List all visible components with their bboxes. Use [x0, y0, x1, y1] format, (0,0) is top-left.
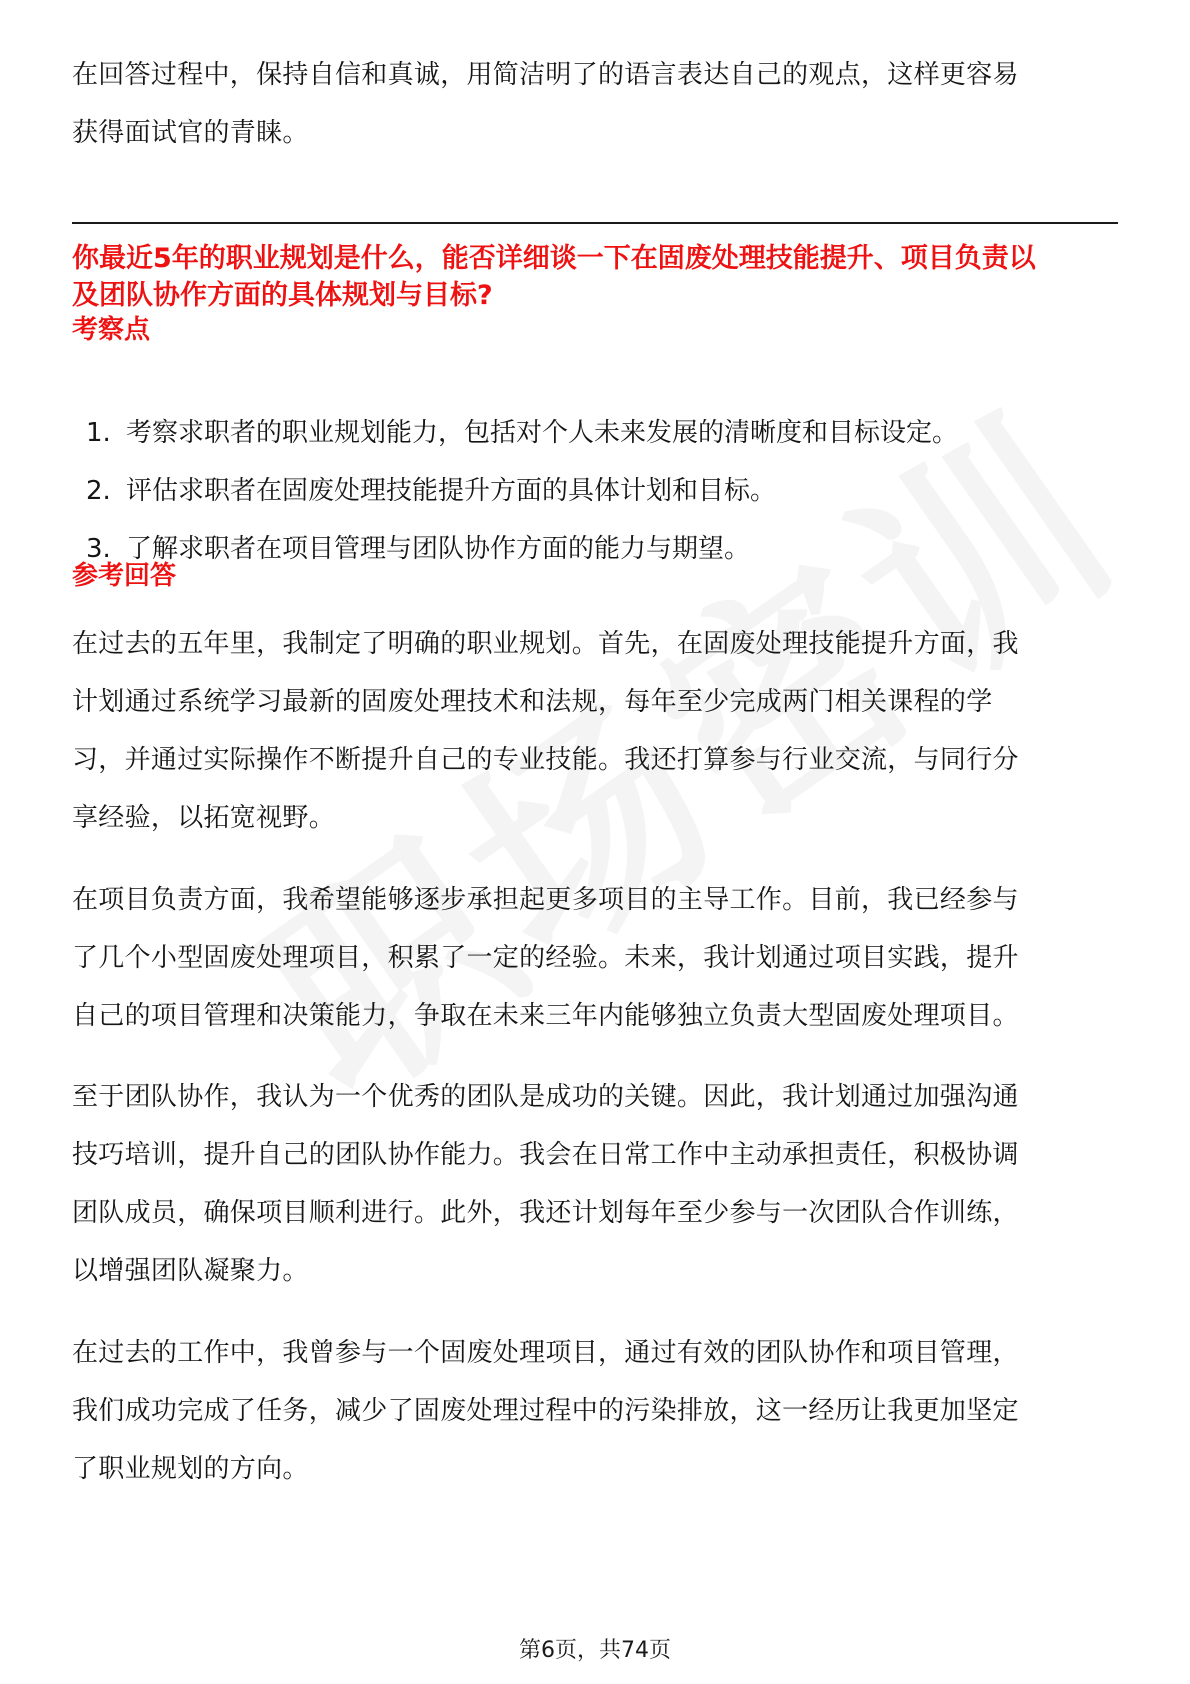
paragraph-line: 习，并通过实际操作不断提升自己的专业技能。我还打算参与行业交流，与同行分 [72, 745, 1019, 775]
paragraph-line: 了几个小型固废处理项目，积累了一定的经验。未来，我计划通过项目实践，提升 [72, 943, 1019, 973]
paragraph-line: 以增强团队凝聚力。 [72, 1256, 309, 1286]
answer-paragraph [72, 615, 1118, 847]
intro-paragraph [72, 46, 1118, 162]
paragraph-line: 我们成功完成了任务，减少了固废处理过程中的污染排放，这一经历让我更加坚定 [72, 1396, 1019, 1426]
list-item [72, 404, 1118, 462]
paragraph-line: 在过去的工作中，我曾参与一个固废处理项目，通过有效的团队协作和项目管理， [72, 1338, 1019, 1368]
list-item-text: 考察求职者的职业规划能力，包括对个人未来发展的清晰度和目标设定。 [126, 418, 959, 448]
answer-paragraph [72, 1068, 1118, 1300]
list-item [72, 520, 1118, 578]
paragraph-line: 团队成员，确保项目顺利进行。此外，我还计划每年至少参与一次团队合作训练， [72, 1198, 1019, 1228]
list-item [72, 462, 1118, 520]
intro-line: 获得面试官的青睐。 [72, 118, 309, 148]
list-item-text: 了解求职者在项目管理与团队协作方面的能力与期望。 [126, 534, 751, 564]
paragraph-line: 享经验，以拓宽视野。 [72, 803, 336, 833]
paragraph-line: 自己的项目管理和决策能力，争取在未来三年内能够独立负责大型固废处理项目。 [72, 1001, 1019, 1031]
question-line: 及团队协作方面的具体规划与目标? [72, 280, 493, 311]
question-line: 你最近5年的职业规划是什么，能否详细谈一下在固废处理技能提升、项目负责以 [72, 243, 1036, 274]
section-divider [72, 222, 1118, 224]
list-item-text: 评估求职者在固废处理技能提升方面的具体计划和目标。 [126, 476, 777, 506]
intro-line: 在回答过程中，保持自信和真诚，用简洁明了的语言表达自己的观点，这样更容易 [72, 60, 1019, 90]
list-item-number: 2. [86, 476, 111, 506]
paragraph-line: 计划通过系统学习最新的固废处理技术和法规，每年至少完成两门相关课程的学 [72, 687, 993, 717]
answer-paragraph [72, 871, 1118, 1045]
answer-title: 参考回答 [72, 561, 177, 591]
points-list [72, 404, 1118, 578]
page-number: 第6页，共74页 [519, 1638, 671, 1663]
paragraph-line: 至于团队协作，我认为一个优秀的团队是成功的关键。因此，我计划通过加强沟通 [72, 1082, 1019, 1112]
points-title: 考察点 [72, 315, 151, 345]
answer-paragraph [72, 1324, 1118, 1498]
question-heading [72, 240, 1118, 314]
list-item-number: 3. [86, 534, 111, 564]
list-item-number: 1. [86, 418, 111, 448]
paragraph-line: 了职业规划的方向。 [72, 1454, 309, 1484]
paragraph-line: 在过去的五年里，我制定了明确的职业规划。首先，在固废处理技能提升方面，我 [72, 629, 1019, 659]
paragraph-line: 技巧培训，提升自己的团队协作能力。我会在日常工作中主动承担责任，积极协调 [72, 1140, 1019, 1170]
paragraph-line: 在项目负责方面，我希望能够逐步承担起更多项目的主导工作。目前，我已经参与 [72, 885, 1019, 915]
